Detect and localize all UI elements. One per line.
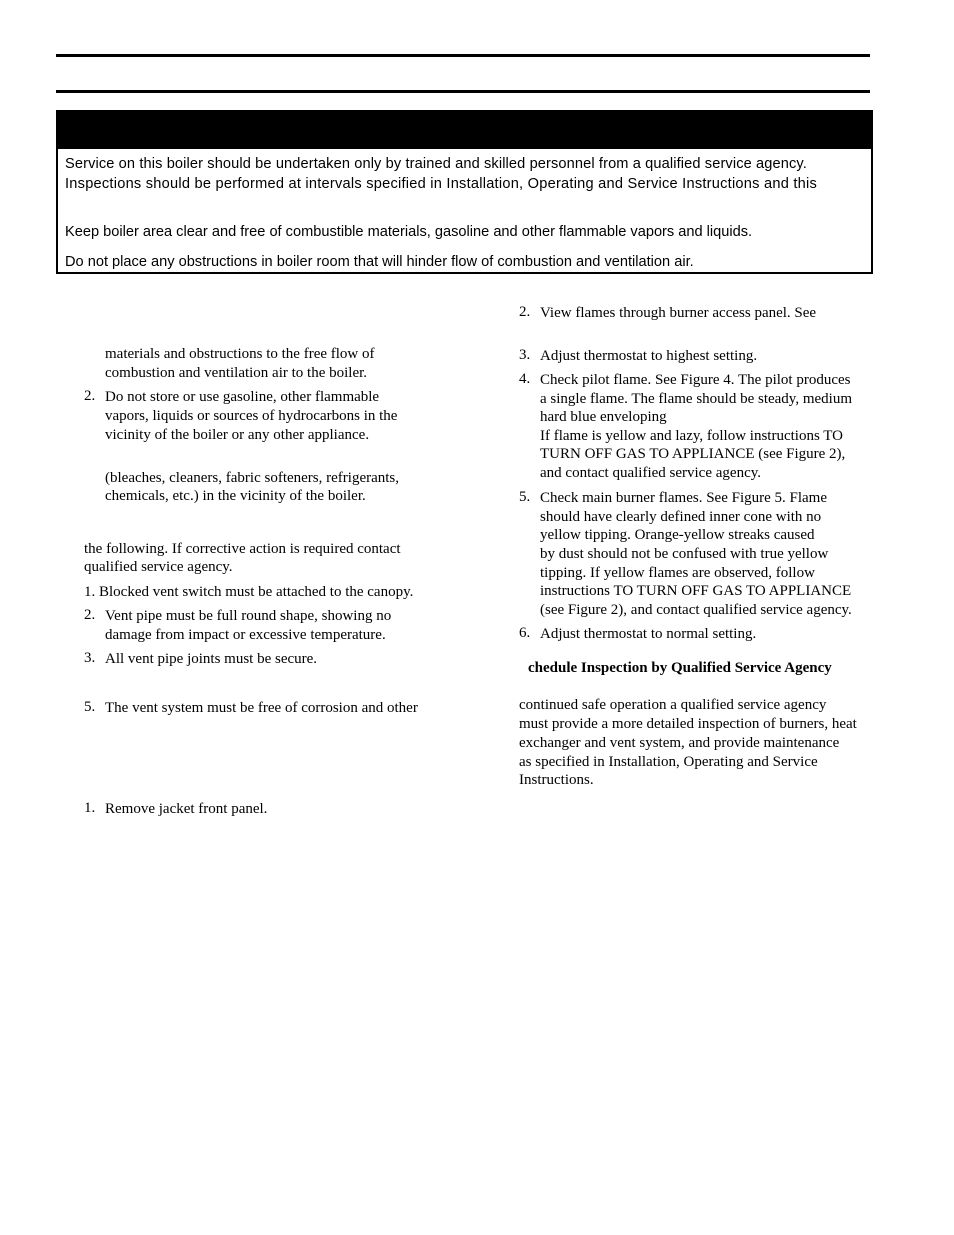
warning-line-1: Service on this boiler should be undertaken only by trained and skilled personnel from a qualified service agency.	[65, 156, 807, 172]
warning-header-bar	[58, 112, 871, 149]
schedule-line-a: continued safe operation a qualified service agency	[519, 697, 827, 713]
area-item-2-line-a: Do not store or use gasoline, other flammable	[105, 389, 380, 405]
list-number: 1.	[84, 800, 96, 816]
burner-item-5-line-d: by dust should not be confused with true yellow	[540, 546, 829, 562]
schedule-line-d: as specified in Installation, Operating and Service	[519, 754, 818, 770]
vent-item-1: 1. Blocked vent switch must be attached to the canopy.	[84, 584, 414, 600]
burner-item-5-line-c: yellow tipping. Orange-yellow streaks caused	[540, 527, 815, 543]
list-number: 4.	[519, 371, 531, 387]
burner-item-4-line-d: If flame is yellow and lazy, follow instructions TO	[540, 428, 843, 444]
list-number: 2.	[519, 304, 531, 320]
burner-item-4-line-a: Check pilot flame. See Figure 4. The pilot produces	[540, 372, 851, 388]
warning-line-4: Do not place any obstructions in boiler room that will hinder flow of combustion and ventilation air.	[65, 254, 694, 270]
list-number: 6.	[519, 625, 531, 641]
vent-intro-line-a: the following. If corrective action is required contact	[84, 541, 401, 557]
vent-item-3: All vent pipe joints must be secure.	[105, 651, 318, 667]
warning-line-3: Keep boiler area clear and free of combustible materials, gasoline and other flammable vapors and liquids.	[65, 224, 753, 240]
burner-item-5-line-f: instructions TO TURN OFF GAS TO APPLIANCE	[540, 583, 852, 599]
vent-item-2-line-a: Vent pipe must be full round shape, showing no	[105, 608, 392, 624]
burner-item-6: Adjust thermostat to normal setting.	[540, 626, 757, 642]
schedule-heading: chedule Inspection by Qualified Service Agency	[528, 660, 832, 676]
area-item-2-line-b: vapors, liquids or sources of hydrocarbons in the	[105, 408, 398, 424]
burner-item-1: Remove jacket front panel.	[105, 801, 268, 817]
schedule-line-b: must provide a more detailed inspection of burners, heat	[519, 716, 857, 732]
vent-item-5: The vent system must be free of corrosion and other	[105, 700, 418, 716]
burner-item-5-line-g: (see Figure 2), and contact qualified service agency.	[540, 602, 852, 618]
burner-item-4-line-f: and contact qualified service agency.	[540, 465, 762, 481]
list-number: 2.	[84, 607, 96, 623]
schedule-line-c: exchanger and vent system, and provide maintenance	[519, 735, 840, 751]
burner-item-3: Adjust thermostat to highest setting.	[540, 348, 758, 364]
list-number: 3.	[519, 347, 531, 363]
burner-item-4-line-c: hard blue enveloping	[540, 409, 667, 425]
list-number: 5.	[84, 699, 96, 715]
burner-item-2: View flames through burner access panel. See	[540, 305, 817, 321]
schedule-line-e: Instructions.	[519, 772, 594, 788]
burner-item-5-line-b: should have clearly defined inner cone with no	[540, 509, 822, 525]
burner-item-4-line-e: TURN OFF GAS TO APPLIANCE (see Figure 2),	[540, 446, 846, 462]
second-rule	[56, 90, 870, 93]
vent-intro-line-b: qualified service agency.	[84, 559, 233, 575]
vent-item-2-line-b: damage from impact or excessive temperature.	[105, 627, 386, 643]
area-intro-line-a: materials and obstructions to the free flow of	[105, 346, 375, 362]
area-item-2-line-c: vicinity of the boiler or any other appliance.	[105, 427, 370, 443]
burner-item-4-line-b: a single flame. The flame should be steady, medium	[540, 391, 852, 407]
warning-box	[56, 110, 873, 274]
list-number: 2.	[84, 388, 96, 404]
burner-item-5-line-a: Check main burner flames. See Figure 5. Flame	[540, 490, 828, 506]
top-rule	[56, 54, 870, 57]
area-intro-line-b: combustion and ventilation air to the boiler.	[105, 365, 368, 381]
warning-line-2: Inspections should be performed at intervals specified in Installation, Operating and Service Instructions and this	[65, 176, 818, 192]
chemicals-line-a: (bleaches, cleaners, fabric softeners, refrigerants,	[105, 470, 400, 486]
burner-item-5-line-e: tipping. If yellow flames are observed, follow	[540, 565, 815, 581]
list-number: 3.	[84, 650, 96, 666]
chemicals-line-b: chemicals, etc.) in the vicinity of the boiler.	[105, 488, 366, 504]
list-number: 5.	[519, 489, 531, 505]
